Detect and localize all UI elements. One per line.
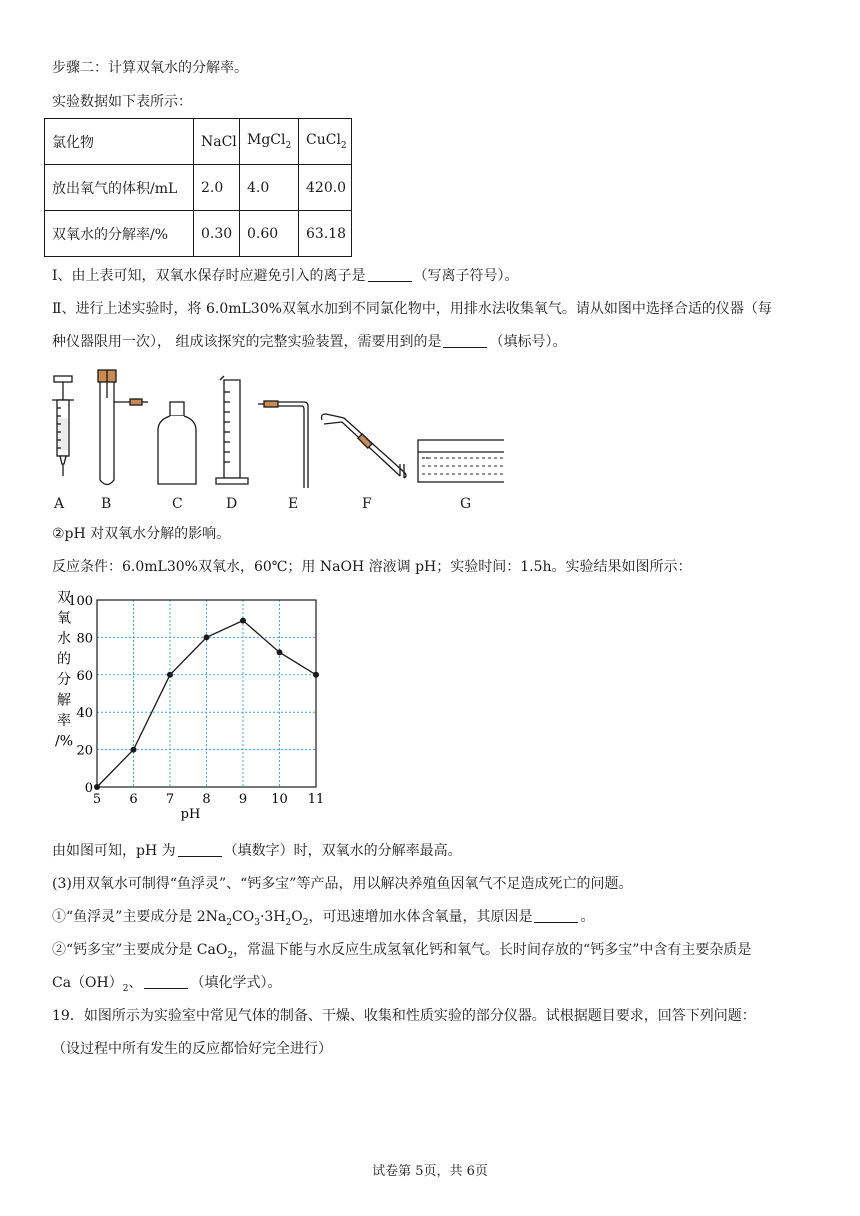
y-axis-label-char: 率: [57, 713, 71, 729]
apparatus-figure: [44, 368, 504, 516]
table-header-cell: NaCl: [194, 119, 240, 165]
y-axis-label-char: 的: [57, 651, 71, 668]
answer-blank[interactable]: [443, 333, 487, 348]
y-tick-label: 80: [76, 631, 93, 647]
water-trough-icon: [418, 440, 504, 482]
test-tube-icon: [98, 370, 148, 485]
x-tick-label: 5: [92, 792, 102, 807]
y-tick-label: 20: [76, 743, 93, 759]
step-two-text: 步骤二：计算双氧水的分解率。: [52, 60, 248, 76]
question-ion: Ⅰ、由上表可知，双氧水保存时应避免引入的离子是 （写离子符号）。: [52, 268, 519, 284]
table-row: [45, 165, 352, 211]
table-header-cell: 氯化物: [45, 119, 194, 165]
y-tick-labels: [68, 594, 93, 796]
answer-blank[interactable]: [144, 974, 188, 989]
apparatus-label: G: [460, 496, 472, 512]
question-3-2-cont: $Ca(OH)_2$、 （填化学式）。: [52, 975, 282, 994]
gas-bottle-icon: [158, 402, 196, 484]
y-axis-label-char: 水: [57, 631, 71, 647]
bent-tube-icon: [322, 414, 407, 478]
x-tick-label: 6: [129, 792, 138, 807]
x-tick-label: 7: [165, 792, 175, 807]
table-cell: 0.60: [240, 211, 299, 257]
data-point: [131, 747, 137, 753]
chart-grid: [97, 600, 316, 787]
ph-question: 由如图可知，pH 为 （填数字）时，双氧水的分解率最高。: [52, 843, 462, 859]
table-cell: 63.18: [299, 211, 352, 257]
syringe-icon: [52, 376, 74, 476]
table-cell: 双氧水的分解率/%: [45, 211, 194, 257]
question-3: (3)用双氧水可制得“鱼浮灵”、“钙多宝”等产品，用以解决养殖鱼因氧气不足造成死亡的问题。: [52, 876, 633, 892]
graduated-cylinder-icon: [216, 376, 248, 484]
data-point: [204, 634, 210, 640]
table-header-cell: MgCl$_2$: [240, 119, 299, 165]
ph-decomposition-chart: [44, 588, 344, 826]
table-cell: 2.0: [194, 165, 240, 211]
table-cell: 0.30: [194, 211, 240, 257]
data-point: [240, 618, 246, 624]
page-footer: 试卷第 5页，共 6页: [372, 1164, 488, 1179]
data-table: [44, 118, 352, 257]
table-intro: 实验数据如下表所示：: [52, 94, 192, 110]
y-tick-label: 0: [84, 781, 93, 796]
data-point: [277, 649, 283, 655]
apparatus-label: C: [172, 496, 183, 512]
apparatus-label: A: [54, 496, 65, 512]
question-apparatus-line2: 种仪器限用一次）， 组成该探究的完整实验装置，需要用到的是 （填标号）。: [52, 334, 567, 350]
x-tick-label: 8: [202, 792, 211, 807]
y-axis-label-char: 分: [57, 672, 71, 688]
ph-section-title: ②pH 对双氧水分解的影响。: [52, 526, 231, 542]
data-point: [313, 672, 319, 678]
y-tick-label: 60: [76, 668, 93, 684]
apparatus-label: B: [101, 496, 112, 512]
table-cell: 放出氧气的体积/mL: [45, 165, 194, 211]
right-angle-tube-icon: [258, 401, 308, 488]
x-tick-label: 9: [238, 792, 248, 807]
answer-blank[interactable]: [368, 267, 412, 282]
reaction-conditions: 反应条件：6.0mL30%双氧水，60℃；用 NaOH 溶液调 pH；实验时间：1.5h。实验结果如图所示：: [52, 559, 692, 575]
x-tick-labels: [93, 792, 324, 807]
question-3-2: ②“钙多宝”主要成分是 CaO$_2$，常温下能与水反应生成氢氧化钙和氧气。长时间存放的“钙多宝”中含有主要杂质是: [52, 942, 752, 961]
x-tick-label: 10: [271, 792, 288, 807]
question-3-1: ①“鱼浮灵”主要成分是 $2Na_2CO_3\cdot 3H_2O_2$，可迅速增加水体含氧量，其原因是 。: [52, 909, 595, 928]
y-axis-label-char: 氧: [57, 610, 71, 627]
question-apparatus-line1: Ⅱ、进行上述实验时，将 6.0mL30%双氧水加到不同氯化物中，用排水法收集氧气。请从如图中选择合适的仪器（每: [52, 301, 772, 317]
table-cell: 4.0: [240, 165, 299, 211]
question-19: 19．如图所示为实验室中常见气体的制备、干燥、收集和性质实验的部分仪器。试根据题目要求，回答下列问题：: [52, 1008, 756, 1024]
apparatus-label: E: [288, 496, 299, 512]
y-axis-label-char: /%: [54, 733, 74, 750]
x-tick-label: 11: [307, 792, 325, 807]
answer-blank[interactable]: [178, 842, 222, 857]
y-axis-label: [55, 590, 73, 750]
y-tick-label: 100: [68, 594, 93, 609]
answer-blank[interactable]: [534, 908, 578, 923]
table-header-row: [45, 119, 352, 165]
y-tick-label: 40: [76, 706, 93, 722]
apparatus-label: F: [362, 496, 372, 512]
data-point: [94, 784, 100, 790]
question-19-note: （设过程中所有发生的反应都恰好完全进行）: [52, 1041, 332, 1057]
apparatus-label: D: [226, 496, 238, 512]
data-point: [167, 672, 173, 678]
table-cell: 420.0: [299, 165, 352, 211]
y-axis-label-char: 解: [57, 692, 71, 709]
table-row: [45, 211, 352, 257]
x-axis-label: pH: [180, 807, 201, 822]
table-header-cell: CuCl$_2$: [299, 119, 352, 165]
y-axis-label-char: 双: [57, 590, 71, 606]
